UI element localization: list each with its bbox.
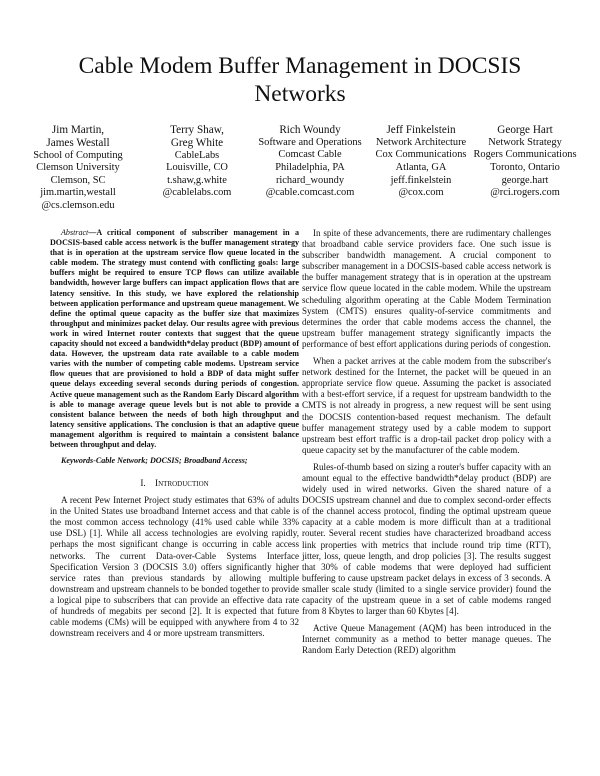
right-column [302, 228, 551, 662]
author-email: richard_woundy [275, 174, 345, 186]
author-affiliation: Philadelphia, PA [275, 161, 345, 173]
author-name: Jim Martin, [51, 124, 105, 136]
author-affiliation: Network Strategy [488, 136, 562, 148]
section-title: Introduction [155, 479, 209, 490]
author-email: t.shaw,g.white [167, 174, 227, 186]
author-block [20, 124, 580, 214]
body-paragraph: Rules-of-thumb based on sizing a router's buffer capacity with an amount equal to the effective bandwidth*delay product (BDP) are widely used in wired networks. Given the shared nature of a DOCSIS upstream channel and due to complex second-order effects of the channel access protocol, finding the optimal upstream queue capacity at a cable modem is more difficult than at a traditional router. Several recent studies have characterized broadband access link properties with metrics that include round trip time (RTT), jitter, loss, queue length, and drop policies [3]. The results suggest that 30% of cable modems that were deployed had sufficient buffering to cause upstream packet delays in excess of 3 seconds. A smaller scale study (limited to a single service provider) found the capacity of the upstream queue in a set of cable modems ranged from 8 Kbytes to larger than 60 Kbytes [4]. [302, 461, 551, 617]
paper-title: Cable Modem Buffer Management in DOCSIS Networks [78, 53, 522, 107]
body-paragraph: Active Queue Management (AQM) has been introduced in the Internet community as a method to better manage queues. The Random Early Detection (RED) algorithm [302, 623, 551, 656]
author-affiliation: Software and Operations [258, 136, 362, 148]
author-affiliation: Network Architecture [375, 136, 467, 148]
abstract-text: —A critical component of subscriber management in a DOCSIS-based cable access network is the buffer management strategy that is in operation at the upstream service flow queue located in the cable modem. The strategy must contend with conflicting goals: large buffers might be required to ensure TCP flows can utilize available bandwidth, however large buffers can impact application flows that are latency sensitive. In this study, we have explored the relationship between application performance and upstream queue management. We define the optimal queue capacity as the buffer size that maximizes throughput and minimizes packet delay. Our results agree with previous work in wired Internet router contexts that suggest that the queue capacity should not exceed a bandwidth*delay product (BDP) amount of data. However, the upstream data rate available to a cable modem varies with the number of competing cable modems. Upstream service flow queues that are provisioned to hold a BDP of data might suffer queue delays exceeding several seconds during periods of congestion. Active queue management such as the Random Early Discard algorithm is able to manage average queue levels but is not able to provide a consistent balance between the needs of both high throughput and latency sensitive applications. The conclusion is that an adaptive queue management algorithm is required to maintain a consistent balance between throughput and delay. [50, 228, 299, 449]
author-affiliation: School of Computing [33, 149, 123, 161]
author-name: James Westall [46, 136, 110, 149]
author-email: jim.martin,westall [40, 187, 116, 199]
author-email: @rci.rogers.com [490, 187, 560, 199]
author-affiliation: CableLabs [174, 149, 220, 161]
body-paragraph: When a packet arrives at the cable modem from the subscriber's network destined for the Internet, the packet will be queued in an appropriate service flow queue. Assuming the packet is associated with a best-effort service, if a request for upstream bandwidth to the CMTS is not already in progress, a new request will be sent using the DOCSIS contention-based request mechanism. The default buffer management strategy used by a cable modem to support upstream best effort traffic is a drop-tail packet drop policy with a queue capacity set by the manufacturer of the cable modem. [302, 356, 551, 455]
author-2 [152, 124, 242, 200]
author-affiliation: Clemson University [36, 162, 120, 174]
author-affiliation: Atlanta, GA [395, 161, 447, 173]
author-affiliation: Toronto, Ontario [490, 161, 560, 173]
left-column [50, 228, 299, 645]
keywords: Keywords-Cable Network; DOCSIS; Broadband Access; [61, 456, 248, 466]
author-4 [366, 124, 476, 200]
author-affiliation: Clemson, SC [50, 174, 106, 186]
abstract-label: Abstract [61, 228, 89, 237]
author-email: @cs.clemson.edu [41, 199, 115, 211]
author-5 [470, 124, 580, 200]
author-email: @cablelabs.com [162, 187, 232, 199]
author-email: @cox.com [398, 187, 444, 199]
section-heading [50, 478, 299, 490]
author-1 [28, 124, 128, 213]
author-email: @cable.comcast.com [265, 187, 355, 199]
author-affiliation: Comcast Cable [278, 149, 342, 161]
author-name: George Hart [497, 124, 553, 136]
author-email: george.hart [501, 174, 549, 186]
abstract [50, 228, 299, 450]
author-affiliation: Louisville, CO [166, 162, 228, 174]
author-name: Greg White [170, 136, 224, 149]
author-name: Jeff Finkelstein [386, 124, 456, 136]
author-email: jeff.finkelstein [390, 174, 452, 186]
section-number: I. [140, 479, 146, 490]
author-name: Rich Woundy [279, 124, 341, 136]
body-paragraph: In spite of these advancements, there are rudimentary challenges that broadband cable service providers face. One such issue is subscriber bandwidth management. A crucial component to subscriber management in a DOCSIS-based cable access network is the buffer management strategy that is in operation at the upstream service flow queue located in the cable modem. While the upstream scheduling algorithm operating at the Cable Modem Termination System (CMTS) ensures quality-of-service commitments and determines the order that cable modems access the channel, the upstream buffer management strategy significantly impacts the performance of best effort applications during periods of congestion. [302, 228, 551, 349]
author-name: Terry Shaw, [170, 124, 224, 136]
author-3 [250, 124, 370, 200]
author-affiliation: Rogers Communications [473, 149, 577, 161]
author-affiliation: Cox Communications [375, 149, 467, 161]
body-paragraph: A recent Pew Internet Project study estimates that 63% of adults in the United States use broadband Internet access and that cable is the most common access technology (41% used cable while 33% use DSL) [1]. While all access technologies are evolving rapidly, perhaps the most significant change is occurring in cable access networks. The current Data-over-Cable Systems Interface Specification Version 3 (DOCSIS 3.0) offers significantly higher service rates than previous standards by allowing multiple downstream and upstream channels to be bonded together to provide a logical pipe to subscribers that can provide an effective data rate of hundreds of megabits per second [2]. It is expected that future cable modems (CMs) will be equipped with anywhere from 4 to 32 downstream receivers and 4 or more upstream transmitters. [50, 495, 299, 639]
